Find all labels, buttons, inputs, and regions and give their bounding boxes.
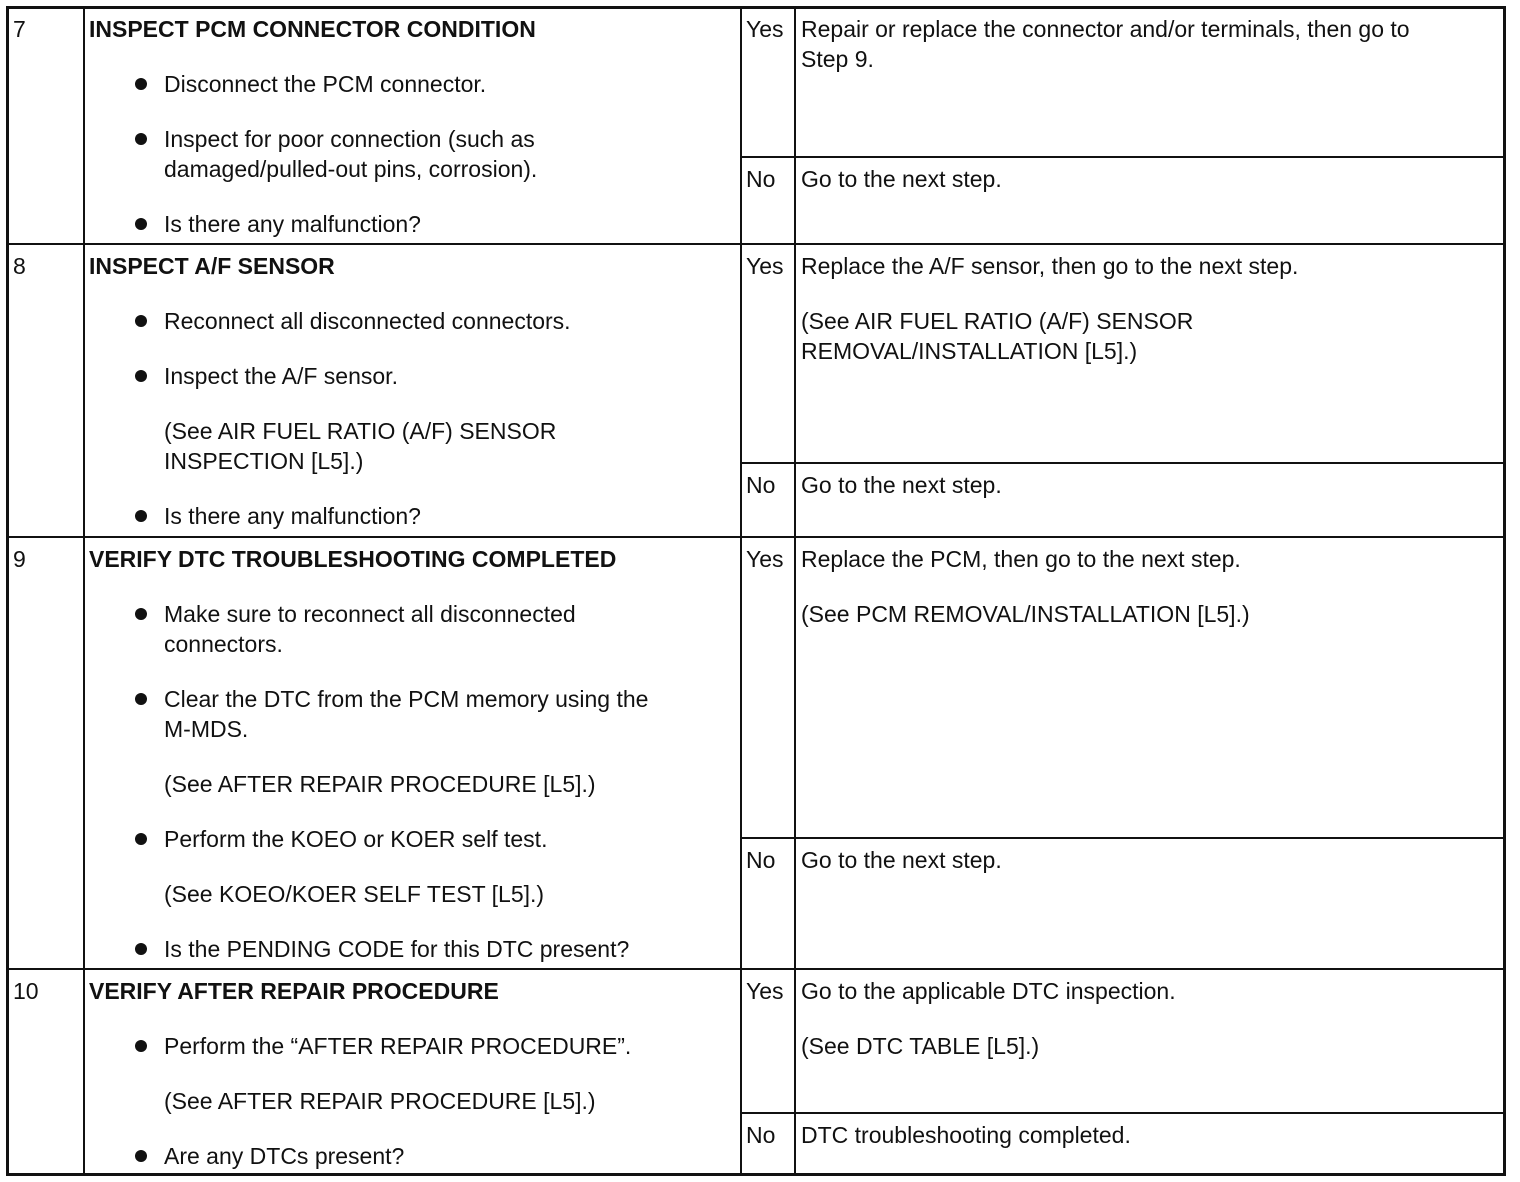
- bullet-icon: [135, 370, 147, 382]
- no-label: No: [746, 166, 776, 192]
- bullet-icon: [135, 315, 147, 327]
- no-action: DTC troubleshooting completed.: [801, 1122, 1131, 1148]
- step-item: Is there any malfunction?: [164, 211, 421, 237]
- step-title: INSPECT PCM CONNECTOR CONDITION: [89, 16, 536, 42]
- bullet-icon: [135, 943, 147, 955]
- column-divider: [794, 9, 796, 1173]
- bullet-icon: [135, 78, 147, 90]
- yes-action: (See AIR FUEL RATIO (A/F) SENSOR: [801, 308, 1194, 334]
- step-item: Inspect for poor connection (such as: [164, 126, 535, 152]
- step-title: VERIFY DTC TROUBLESHOOTING COMPLETED: [89, 546, 617, 572]
- no-label: No: [746, 1122, 776, 1148]
- step-item: Reconnect all disconnected connectors.: [164, 308, 571, 334]
- bullet-icon: [135, 693, 147, 705]
- no-action: Go to the next step.: [801, 847, 1002, 873]
- step-item: (See AFTER REPAIR PROCEDURE [L5].): [164, 771, 596, 797]
- step-title: VERIFY AFTER REPAIR PROCEDURE: [89, 978, 499, 1004]
- yes-no-divider: [740, 156, 1503, 158]
- step-item: damaged/pulled-out pins, corrosion).: [164, 156, 538, 182]
- step-item: M-MDS.: [164, 716, 249, 742]
- step-item: Is there any malfunction?: [164, 503, 421, 529]
- step-item: connectors.: [164, 631, 283, 657]
- bullet-icon: [135, 608, 147, 620]
- step-item: Is the PENDING CODE for this DTC present?: [164, 936, 630, 962]
- yes-label: Yes: [746, 546, 784, 572]
- yes-label: Yes: [746, 253, 784, 279]
- yes-no-divider: [740, 1112, 1503, 1114]
- step-item: (See AFTER REPAIR PROCEDURE [L5].): [164, 1088, 596, 1114]
- yes-action: Repair or replace the connector and/or terminals, then go to: [801, 16, 1410, 42]
- bullet-icon: [135, 133, 147, 145]
- bullet-icon: [135, 510, 147, 522]
- row-divider: [9, 968, 1503, 970]
- yes-label: Yes: [746, 978, 784, 1004]
- bullet-icon: [135, 1150, 147, 1162]
- step-item: Perform the KOEO or KOER self test.: [164, 826, 548, 852]
- yes-no-divider: [740, 462, 1503, 464]
- step-item: Are any DTCs present?: [164, 1143, 405, 1169]
- step-item: Inspect the A/F sensor.: [164, 363, 398, 389]
- step-number: 8: [13, 253, 26, 279]
- yes-no-divider: [740, 837, 1503, 839]
- no-action: Go to the next step.: [801, 166, 1002, 192]
- step-item: (See KOEO/KOER SELF TEST [L5].): [164, 881, 545, 907]
- step-item: Clear the DTC from the PCM memory using the: [164, 686, 649, 712]
- step-number: 10: [13, 978, 39, 1004]
- column-divider: [83, 9, 85, 1173]
- bullet-icon: [135, 833, 147, 845]
- no-label: No: [746, 847, 776, 873]
- bullet-icon: [135, 1040, 147, 1052]
- yes-label: Yes: [746, 16, 784, 42]
- column-divider: [740, 9, 742, 1173]
- no-label: No: [746, 472, 776, 498]
- row-divider: [9, 536, 1503, 538]
- step-number: 9: [13, 546, 26, 572]
- step-item: (See AIR FUEL RATIO (A/F) SENSOR: [164, 418, 557, 444]
- step-title: INSPECT A/F SENSOR: [89, 253, 335, 279]
- bullet-icon: [135, 218, 147, 230]
- step-item: Disconnect the PCM connector.: [164, 71, 487, 97]
- yes-action: (See DTC TABLE [L5].): [801, 1033, 1040, 1059]
- step-item: Perform the “AFTER REPAIR PROCEDURE”.: [164, 1033, 632, 1059]
- yes-action: Replace the A/F sensor, then go to the next step.: [801, 253, 1299, 279]
- troubleshooting-table: [6, 6, 1506, 1176]
- row-divider: [9, 243, 1503, 245]
- step-number: 7: [13, 16, 26, 42]
- step-item: INSPECTION [L5].): [164, 448, 364, 474]
- yes-action: Step 9.: [801, 46, 874, 72]
- yes-action: REMOVAL/INSTALLATION [L5].): [801, 338, 1138, 364]
- step-item: Make sure to reconnect all disconnected: [164, 601, 576, 627]
- yes-action: Replace the PCM, then go to the next step.: [801, 546, 1241, 572]
- yes-action: (See PCM REMOVAL/INSTALLATION [L5].): [801, 601, 1250, 627]
- no-action: Go to the next step.: [801, 472, 1002, 498]
- yes-action: Go to the applicable DTC inspection.: [801, 978, 1176, 1004]
